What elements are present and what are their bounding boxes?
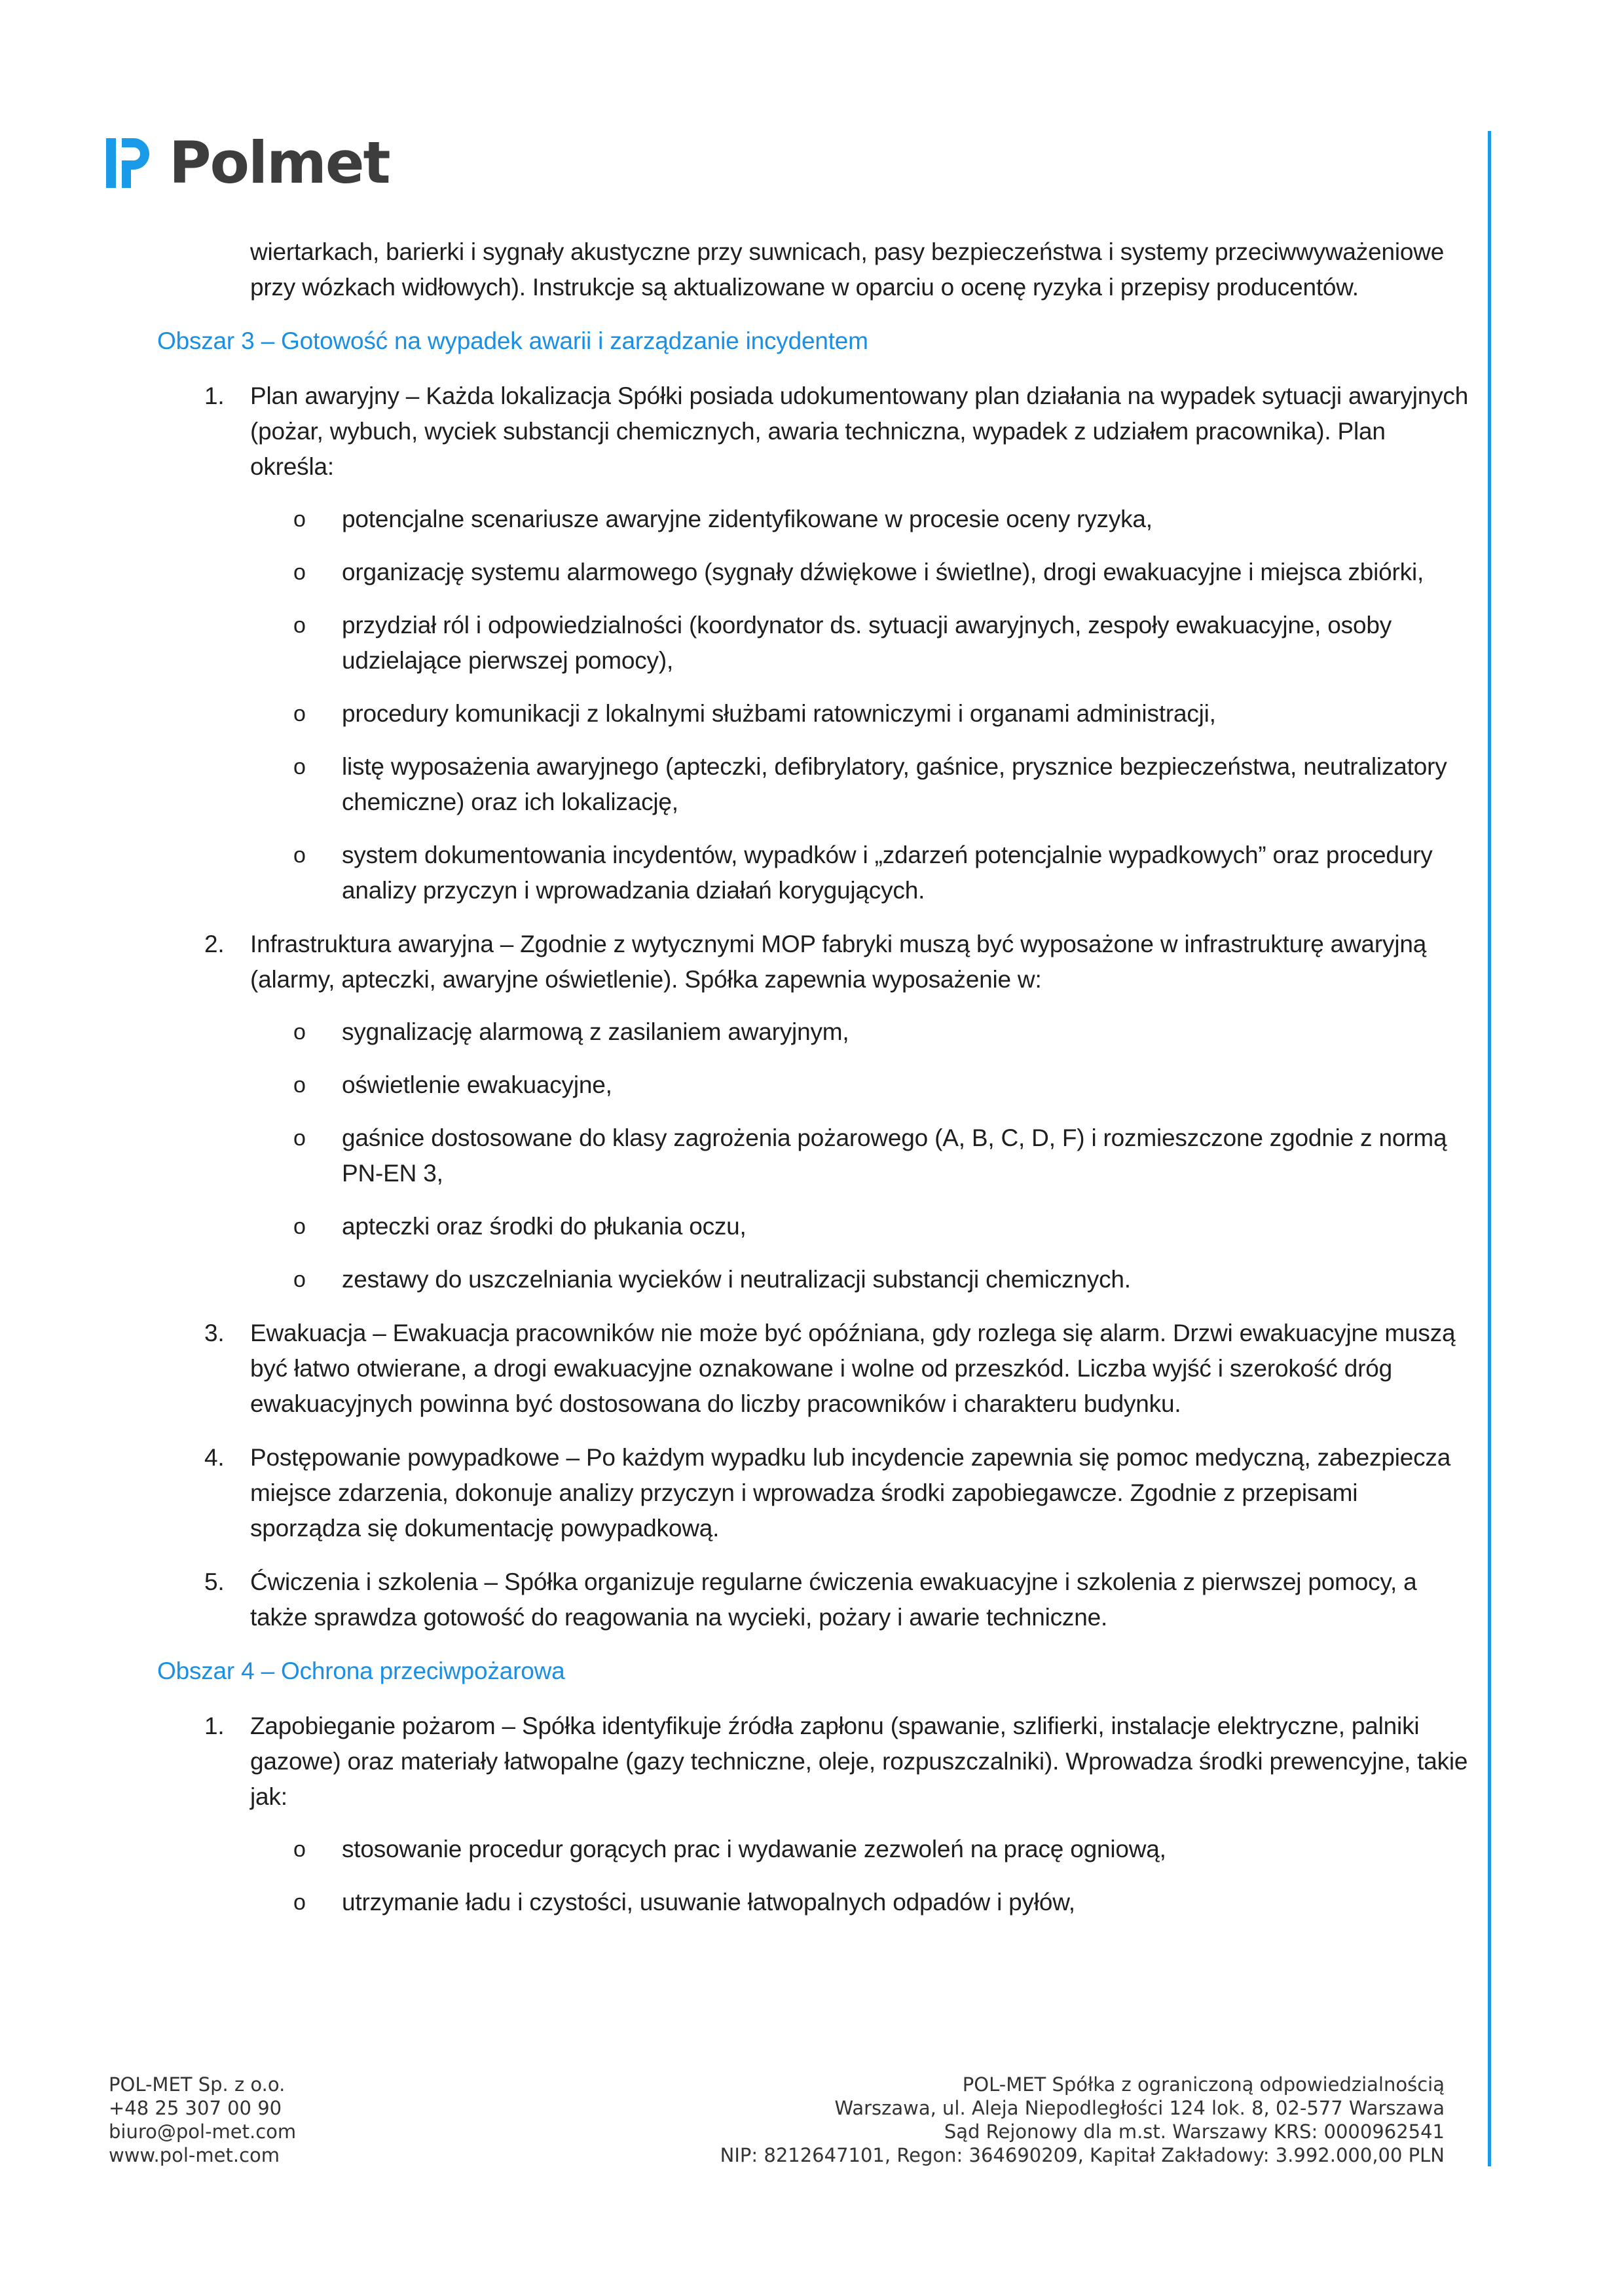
polmet-logo-icon (105, 136, 152, 191)
footer-address: Warszawa, ul. Aleja Niepodległości 124 lok. 8, 02-577 Warszawa (834, 2097, 1445, 2119)
item-number: 2. (204, 931, 225, 957)
footer-company: POL-MET Sp. z o.o. (109, 2073, 286, 2096)
item-number: 1. (204, 1713, 225, 1739)
company-logo (105, 129, 390, 196)
bullet-icon: o (293, 1837, 306, 1862)
bullet-text: procedury komunikacji z lokalnymi służbami ratowniczymi i organami administracji, (342, 700, 1216, 727)
bullet-text: utrzymanie ładu i czystości, usuwanie łatwopalnych odpadów i pyłów, (342, 1889, 1075, 1916)
footer-website-link[interactable]: www.pol-met.com (109, 2144, 280, 2166)
bullet-icon: o (293, 1267, 306, 1292)
bullet-icon: o (293, 1890, 306, 1915)
footer-court: Sąd Rejonowy dla m.st. Warszawy KRS: 0000962541 (944, 2120, 1445, 2143)
bullet-text: oświetlenie ewakuacyjne, (342, 1071, 612, 1098)
bullet-item (250, 749, 1473, 820)
bullet-item (250, 1209, 1473, 1244)
bullet-icon: o (293, 560, 306, 585)
section-heading: Obszar 4 – Ochrona przeciwpożarowa (157, 1657, 565, 1684)
bullet-item (250, 555, 1473, 590)
bullet-item (250, 1014, 1473, 1050)
numbered-item (157, 1440, 1473, 1546)
bullet-item (250, 1120, 1473, 1191)
bullet-icon: o (293, 1126, 306, 1151)
numbered-item (157, 927, 1473, 1297)
bullet-item (250, 1067, 1473, 1103)
bullet-list (250, 1832, 1473, 1920)
item-text: Zapobieganie pożarom – Spółka identyfikuje źródła zapłonu (spawanie, szlifierki, instalacje elektryczne, palniki gazowe) oraz materiały łatwopalne (gazy techniczne, oleje, rozpuszczalniki). Wprowadza środki prewencyjne, takie jak: (250, 1713, 1468, 1810)
document-body (157, 234, 1473, 1938)
bullet-item (250, 608, 1473, 678)
side-accent-rule (1488, 131, 1491, 2166)
item-number: 5. (204, 1568, 225, 1595)
item-number: 4. (204, 1444, 225, 1471)
numbered-item (157, 379, 1473, 908)
item-text: Postępowanie powypadkowe – Po każdym wypadku lub incydencie zapewnia się pomoc medyczną, zabezpiecza miejsce zdarzenia, dokonuje analizy przyczyn i wprowadza środki zapobiegawcze. Zgodnie z przepisami sporządza się dokumentację powypadkową. (250, 1444, 1451, 1542)
bullet-text: potencjalne scenariusze awaryjne zidentyfikowane w procesie oceny ryzyka, (342, 506, 1153, 532)
bullet-text: przydział ról i odpowiedzialności (koordynator ds. sytuacji awaryjnych, zespoły ewakuacyjne, osoby udzielające pierwszej pomocy), (342, 612, 1392, 674)
footer-legal (720, 2073, 1445, 2167)
bullet-item (250, 1885, 1473, 1920)
bullet-text: listę wyposażenia awaryjnego (apteczki, defibrylatory, gaśnice, prysznice bezpieczeństwa, neutralizatory chemiczne) oraz ich lokalizację, (342, 753, 1447, 815)
footer-contact (109, 2073, 296, 2167)
item-text: Ewakuacja – Ewakuacja pracowników nie może być opóźniana, gdy rozlega się alarm. Drzwi ewakuacyjne muszą być łatwo otwierane, a drogi ewakuacyjne oznakowane i wolne od przeszkód. Liczba wyjść i szerokość dróg ewakuacyjnych powinna być dostosowana do liczby pracowników i charakteru budynku. (250, 1320, 1456, 1417)
footer-full-name: POL-MET Spółka z ograniczoną odpowiedzialnością (962, 2073, 1445, 2096)
bullet-text: zestawy do uszczelniania wycieków i neutralizacji substancji chemicznych. (342, 1266, 1131, 1293)
numbered-item (157, 1565, 1473, 1635)
item-number: 1. (204, 382, 225, 409)
numbered-item (157, 1709, 1473, 1920)
bullet-text: organizację systemu alarmowego (sygnały dźwiękowe i świetlne), drogi ewakuacyjne i miejsca zbiórki, (342, 559, 1424, 585)
item-text: Infrastruktura awaryjna – Zgodnie z wytycznymi MOP fabryki muszą być wyposażone w infrastrukturę awaryjną (alarmy, apteczki, awaryjne oświetlenie). Spółka zapewnia wyposażenie w: (250, 931, 1427, 993)
intro-paragraph: wiertarkach, barierki i sygnały akustyczne przy suwnicach, pasy bezpieczeństwa i systemy przeciwwyważeniowe przy wózkach widłowych). Instrukcje są aktualizowane w oparciu o ocenę ryzyka i przepisy producentów. (250, 238, 1445, 301)
bullet-icon: o (293, 613, 306, 638)
bullet-icon: o (293, 1073, 306, 1098)
footer-registry: NIP: 8212647101, Regon: 364690209, Kapitał Zakładowy: 3.992.000,00 PLN (720, 2144, 1445, 2166)
bullet-item (250, 838, 1473, 908)
bullet-text: apteczki oraz środki do płukania oczu, (342, 1213, 747, 1240)
item-text: Ćwiczenia i szkolenia – Spółka organizuje regularne ćwiczenia ewakuacyjne i szkolenia z pierwszej pomocy, a także sprawdza gotowość do reagowania na wycieki, pożary i awarie techniczne. (250, 1568, 1417, 1631)
bullet-icon: o (293, 754, 306, 779)
footer-phone[interactable]: +48 25 307 00 90 (109, 2097, 282, 2119)
section-heading: Obszar 3 – Gotowość na wypadek awarii i zarządzanie incydentem (157, 327, 868, 354)
section-obszar-4 (157, 1654, 1473, 1920)
bullet-icon: o (293, 1214, 306, 1239)
brand-name: Polmet (169, 129, 390, 196)
bullet-text: system dokumentowania incydentów, wypadków i „zdarzeń potencjalnie wypadkowych” oraz procedury analizy przyczyn i wprowadzania działań korygujących. (342, 842, 1433, 904)
bullet-icon: o (293, 701, 306, 726)
bullet-item (250, 696, 1473, 731)
bullet-text: stosowanie procedur gorących prac i wydawanie zezwoleń na pracę ogniową, (342, 1836, 1166, 1862)
bullet-list (250, 1014, 1473, 1297)
bullet-icon: o (293, 507, 306, 532)
bullet-list (250, 502, 1473, 908)
numbered-item (157, 1316, 1473, 1422)
bullet-item (250, 502, 1473, 537)
bullet-text: sygnalizację alarmową z zasilaniem awaryjnym, (342, 1018, 849, 1045)
bullet-text: gaśnice dostosowane do klasy zagrożenia pożarowego (A, B, C, D, F) i rozmieszczone zgodnie z normą PN-EN 3, (342, 1124, 1447, 1187)
bullet-item (250, 1832, 1473, 1867)
bullet-icon: o (293, 1020, 306, 1045)
section-obszar-3 (157, 324, 1473, 1635)
item-text: Plan awaryjny – Każda lokalizacja Spółki posiada udokumentowany plan działania na wypadek sytuacji awaryjnych (pożar, wybuch, wyciek substancji chemicznych, awaria techniczna, wypadek z udziałem pracownika). Plan określa: (250, 382, 1469, 480)
footer-email-link[interactable]: biuro@pol-met.com (109, 2120, 297, 2143)
bullet-item (250, 1262, 1473, 1297)
item-number: 3. (204, 1320, 225, 1346)
bullet-icon: o (293, 843, 306, 868)
